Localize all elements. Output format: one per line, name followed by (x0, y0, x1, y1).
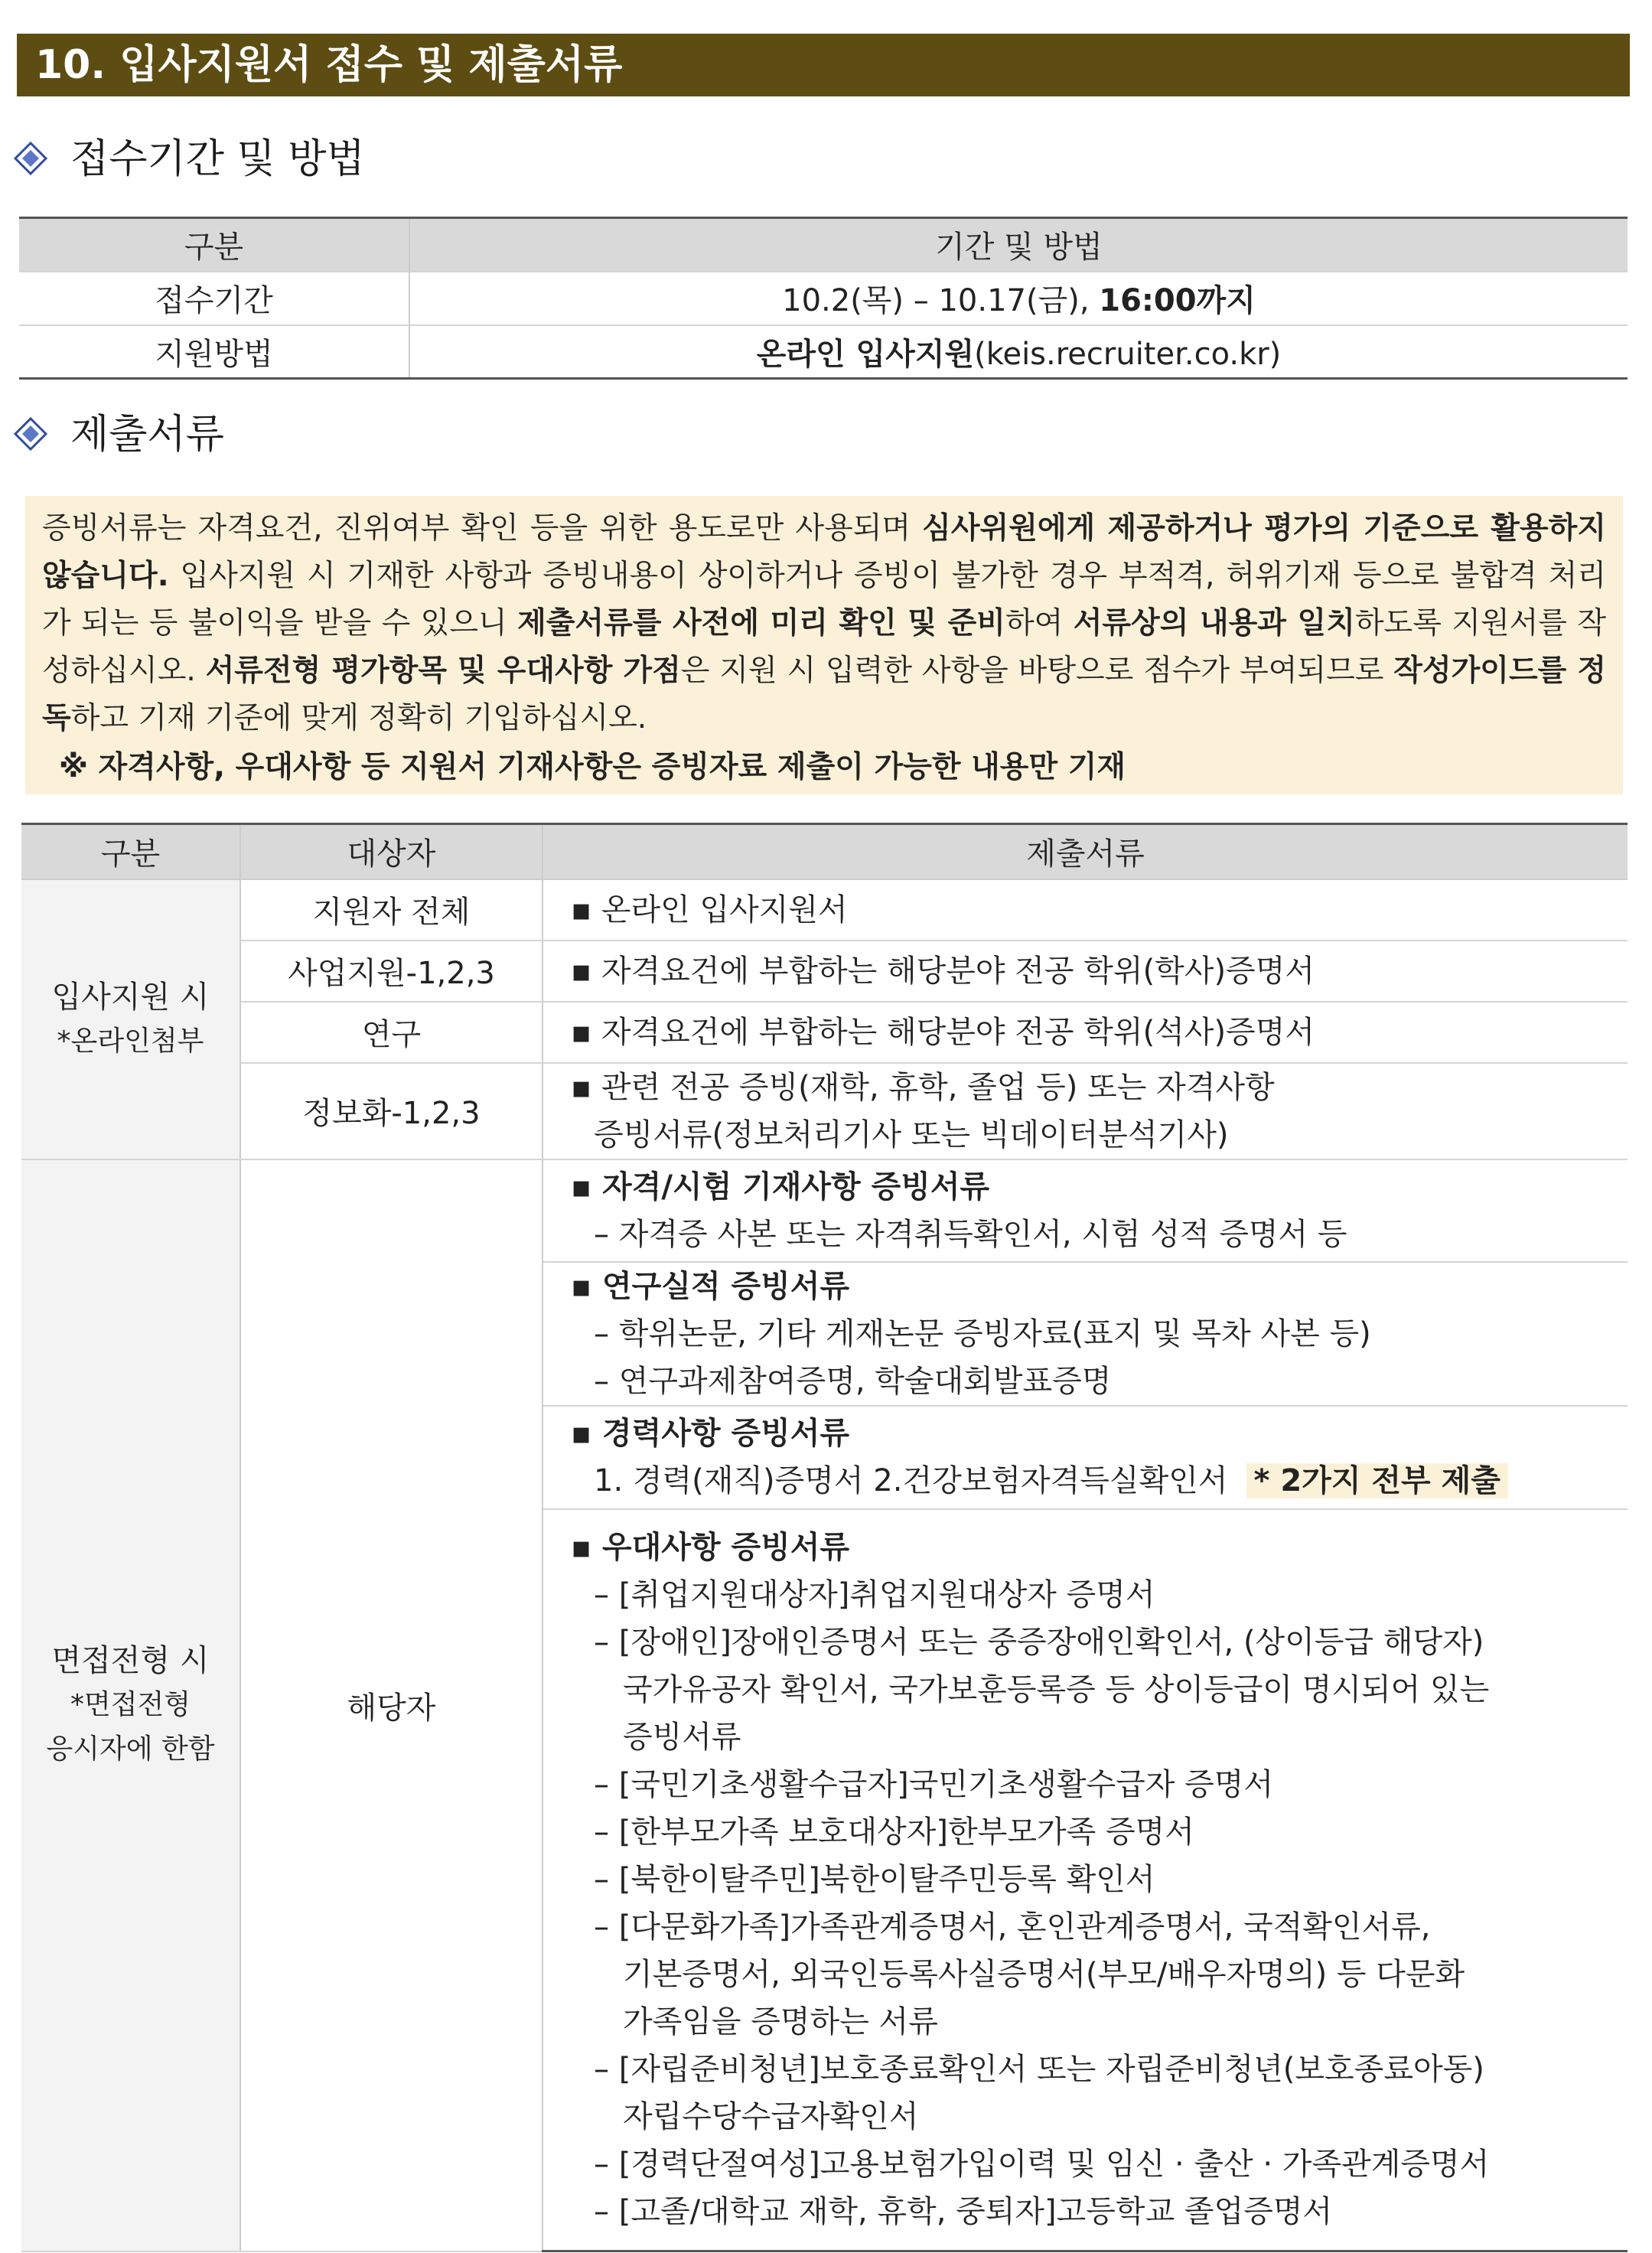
document-cell (543, 1063, 1628, 1159)
notice-emphasis: 심사위원에게 제공하거나 평가의 기준으로 활용하지 않습니다. (42, 511, 1607, 593)
section-heading-text: 제출서류 (70, 412, 224, 458)
target-cell: 연구 (240, 1002, 543, 1063)
preference-list (571, 1571, 1628, 2235)
section-heading-text: 접수기간 및 방법 (70, 136, 365, 182)
notice-emphasis: 서류전형 평가항목 및 우대사항 가점 (205, 654, 681, 688)
document-cell: ▪ 자격요건에 부합하는 해당분야 전공 학위(학사)증명서 (543, 941, 1628, 1002)
table-row (19, 272, 1628, 325)
target-cell: 지원자 전체 (240, 879, 543, 941)
group-subtitle: *온라인첨부 (57, 1025, 204, 1057)
apply-url: (keis.recruiter.co.kr) (974, 336, 1282, 372)
preference-line: – [한부모가족 보호대상자]한부모가족 증명서 (594, 1814, 1194, 1850)
diamond-icon (14, 413, 47, 447)
group-title: 면접전형 시 (51, 1643, 210, 1678)
document-cell (543, 1509, 1628, 2251)
page-title: 10. 입사지원서 접수 및 제출서류 (17, 34, 1630, 96)
target-cell: 정보화-1,2,3 (240, 1063, 543, 1159)
group-title: 입사지원 시 (51, 979, 210, 1015)
row-value (409, 272, 1628, 325)
column-header: 대상자 (240, 824, 543, 879)
preference-line: – [고졸/대학교 재학, 휴학, 중퇴자]고등학교 졸업증명서 (594, 2194, 1333, 2230)
target-cell: 사업지원-1,2,3 (240, 941, 543, 1002)
highlight-note: * 2가지 전부 제출 (1246, 1463, 1508, 1498)
notice-box (25, 496, 1623, 794)
section-heading-period (14, 135, 365, 184)
table-header-row (19, 218, 1628, 272)
period-table (19, 217, 1628, 380)
deadline-time: 16:00까지 (1099, 283, 1256, 318)
document-cell: ▪ 자격요건에 부합하는 해당분야 전공 학위(석사)증명서 (543, 1002, 1628, 1063)
group-subtitle: *면접전형 (70, 1689, 191, 1720)
table-header-row (21, 824, 1628, 879)
document-line (571, 1457, 1628, 1505)
row-value (409, 325, 1628, 379)
column-header: 제출서류 (543, 824, 1628, 879)
notice-emphasis: 제출서류를 사전에 미리 확인 및 준비 (517, 606, 1005, 641)
document-line: 증빙서류(정보처리기사 또는 빅데이터분석기사) (594, 1117, 1229, 1153)
table-row (21, 879, 1628, 941)
document-line: – 자격증 사본 또는 자격취득확인서, 시험 성적 증명서 등 (594, 1216, 1347, 1252)
document-heading: ▪ 자격/시험 기재사항 증빙서류 (571, 1169, 990, 1205)
document-line: – 연구과제참여증명, 학술대회발표증명 (594, 1363, 1112, 1399)
group-label-interview (21, 1159, 240, 2251)
column-header: 구분 (21, 824, 240, 879)
notice-text: 입사지원 시 기재한 사항과 증빙내용이 상이하거나 증빙이 불가한 경우 부적격, 허위기재 등으로 불합격 처리가 되는 등 불이익을 받을 수 있으니 (42, 559, 1606, 641)
group-subtitle: 응시자에 한함 (46, 1733, 215, 1765)
group-label-application (21, 879, 240, 1159)
table-row (21, 941, 1628, 1002)
notice-text: 하도록 지원서를 작성하십시오. (42, 606, 1607, 688)
documents-table (21, 823, 1628, 2252)
column-header: 구분 (19, 218, 409, 272)
preference-line: – [국민기초생활수급자]국민기초생활수급자 증명서 (594, 1767, 1274, 1803)
document-cell (543, 1406, 1628, 1509)
preference-line: 국가유공자 확인서, 국가보훈등록증 등 상이등급이 명시되어 있는 (623, 1672, 1490, 1708)
preference-line: – [경력단절여성]고용보험가입이력 및 임신 · 출산 · 가족관계증명서 (594, 2147, 1490, 2183)
notice-emphasis: 서류상의 내용과 일치 (1073, 606, 1355, 641)
period-dates: 10.2(목) – 10.17(금), (782, 283, 1100, 318)
table-row (21, 1002, 1628, 1063)
document-heading: ▪ 우대사항 증빙서류 (571, 1530, 850, 1566)
preference-line: – [취업지원대상자]취업지원대상자 증명서 (594, 1577, 1155, 1613)
preference-line: 기본증명서, 외국인등록사실증명서(부모/배우자명의) 등 다문화 (623, 1957, 1465, 1993)
notice-paragraph (42, 505, 1606, 742)
column-header: 기간 및 방법 (409, 218, 1628, 272)
row-label: 접수기간 (19, 272, 409, 325)
notice-text: 하고 기재 기준에 맞게 정확히 기입하십시오. (70, 701, 647, 735)
notice-text: 하여 (1005, 606, 1074, 641)
notice-text: 은 지원 시 입력한 사항을 바탕으로 점수가 부여되므로 (680, 654, 1394, 688)
document-line: ▪ 관련 전공 증빙(재학, 휴학, 졸업 등) 또는 자격사항 (571, 1069, 1275, 1105)
document-cell: ▪ 온라인 입사지원서 (543, 879, 1628, 941)
preference-line: 자립수당수급자확인서 (623, 2099, 919, 2135)
preference-line: – [자립준비청년]보호종료확인서 또는 자립준비청년(보호종료아동) (594, 2052, 1484, 2088)
preference-line: – [장애인]장애인증명서 또는 중증장애인확인서, (상이등급 해당자) (594, 1625, 1484, 1661)
document-line: – 학위논문, 기타 게재논문 증빙자료(표지 및 목차 사본 등) (594, 1316, 1371, 1351)
target-cell: 해당자 (240, 1159, 543, 2251)
notice-text: 증빙서류는 자격요건, 진위여부 확인 등을 위한 용도로만 사용되며 (42, 511, 923, 546)
preference-line: 가족임을 증명하는 서류 (623, 2004, 938, 2040)
document-heading: ▪ 경력사항 증빙서류 (571, 1416, 850, 1451)
preference-line: 증빙서류 (623, 1720, 741, 1756)
document-cell (543, 1159, 1628, 1262)
table-row (19, 325, 1628, 379)
apply-method: 온라인 입사지원 (756, 336, 975, 372)
row-label: 지원방법 (19, 325, 409, 379)
table-row (21, 1159, 1628, 1262)
document-heading: ▪ 연구실적 증빙서류 (571, 1268, 850, 1304)
preference-line: – [다문화가족]가족관계증명서, 혼인관계증명서, 국적확인서류, (594, 1909, 1431, 1945)
career-docs: 1. 경력(재직)증명서 2.건강보험자격득실확인서 (594, 1463, 1228, 1498)
preference-line: – [북한이탈주민]북한이탈주민등록 확인서 (594, 1862, 1155, 1898)
notice-emphasis: 작성가이드를 정독 (42, 654, 1607, 735)
notice-note: ※ 자격사항, 우대사항 등 지원서 기재사항은 증빙자료 제출이 가능한 내용만 기재 (59, 750, 1126, 784)
diamond-icon (14, 138, 47, 171)
section-heading-documents (14, 410, 224, 459)
table-row (21, 1063, 1628, 1159)
document-cell (543, 1262, 1628, 1406)
